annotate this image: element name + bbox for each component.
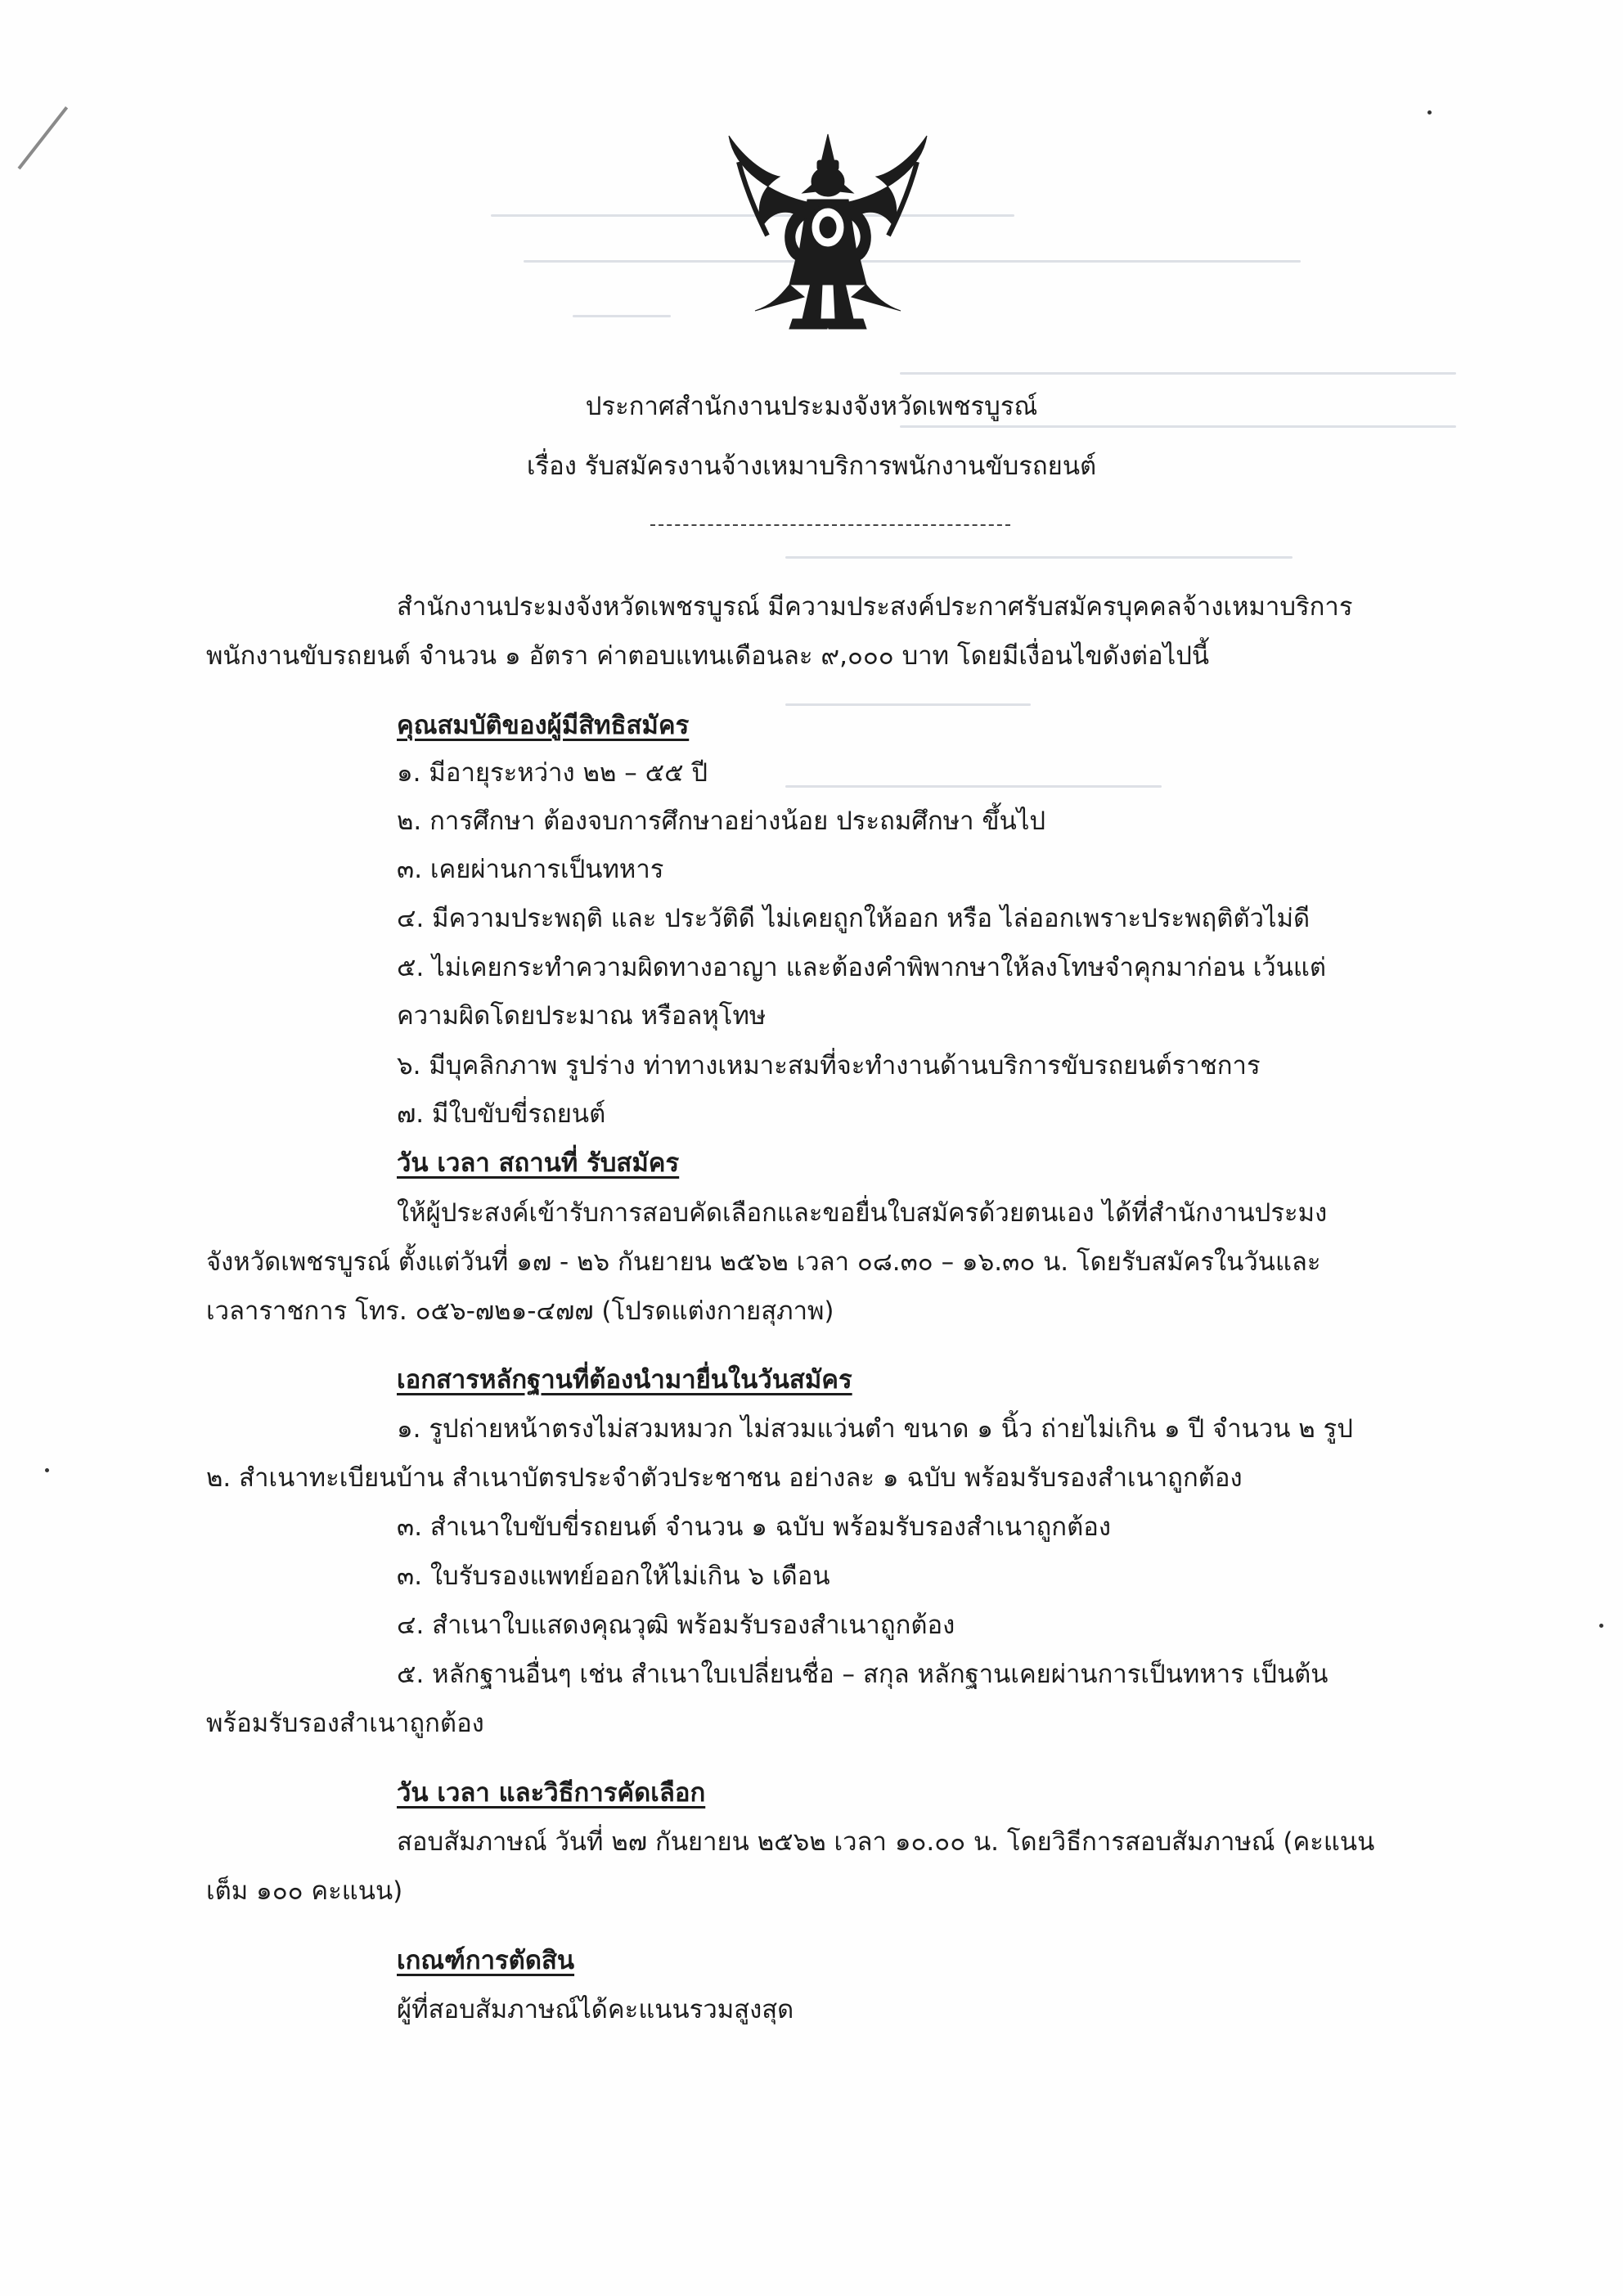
speck [45, 1468, 49, 1472]
speck [1427, 110, 1432, 115]
document-item: ๔. สำเนาใบแสดงคุณวุฒิ พร้อมรับรองสำเนาถูกต้อง [397, 1611, 955, 1640]
qualification-item: ๗. มีใบขับขี่รถยนต์ [397, 1099, 606, 1129]
criteria-heading: เกณฑ์การตัดสิน [397, 1946, 575, 1975]
show-through-mark [785, 556, 1293, 559]
document-item: ๓. สำเนาใบขับขี่รถยนต์ จำนวน ๑ ฉบับ พร้อมรับรองสำเนาถูกต้อง [397, 1512, 1111, 1542]
document-item: ๓. ใบรับรองแพทย์ออกให้ไม่เกิน ๖ เดือน [397, 1561, 830, 1591]
show-through-mark [900, 372, 1456, 375]
title-divider [650, 524, 1010, 526]
documents-heading: เอกสารหลักฐานที่ต้องนำมายื่นในวันสมัคร [397, 1365, 852, 1395]
application-line-3: เวลาราชการ โทร. ๐๕๖-๗๒๑-๔๗๗ (โปรดแต่งกายสุภาพ) [206, 1296, 834, 1326]
document-item: ๑. รูปถ่ายหน้าตรงไม่สวมหมวก ไม่สวมแว่นตำ ขนาด ๑ นิ้ว ถ่ายไม่เกิน ๑ ปี จำนวน ๒ รูป [397, 1414, 1353, 1444]
show-through-mark [573, 315, 671, 317]
intro-line-2: พนักงานขับรถยนต์ จำนวน ๑ อัตรา ค่าตอบแทนเดือนละ ๙,๐๐๐ บาท โดยมีเงื่อนไขดังต่อไปนี้ [206, 641, 1210, 671]
selection-line-2: เต็ม ๑๐๐ คะแนน) [206, 1876, 403, 1906]
criteria-line: ผู้ที่สอบสัมภาษณ์ได้คะแนนรวมสูงสุด [397, 1995, 794, 2024]
qualification-item: ๕. ไม่เคยกระทำความผิดทางอาญา และต้องคำพิพากษาให้ลงโทษจำคุกมาก่อน เว้นแต่ [397, 953, 1326, 982]
document-item: ๕. หลักฐานอื่นๆ เช่น สำเนาใบเปลี่ยนชื่อ – สกุล หลักฐานเคยผ่านการเป็นทหาร เป็นต้น [397, 1660, 1329, 1689]
qualification-item-continued: ความผิดโดยประมาณ หรือลหุโทษ [397, 1001, 767, 1031]
garuda-emblem-icon [722, 129, 933, 334]
application-line-2: จังหวัดเพชรบูรณ์ ตั้งแต่วันที่ ๑๗ - ๒๖ กันยายน ๒๕๖๒ เวลา ๐๘.๓๐ – ๑๖.๓๐ น. โดยรับสมัครในวันและ [206, 1247, 1321, 1277]
announcement-title: ประกาศสำนักงานประมงจังหวัดเพชรบูรณ์ [585, 392, 1038, 421]
application-line-1: ให้ผู้ประสงค์เข้ารับการสอบคัดเลือกและขอยื่นใบสมัครด้วยตนเอง ได้ที่สำนักงานประมง [397, 1198, 1328, 1228]
show-through-mark [785, 703, 1031, 706]
show-through-mark [900, 425, 1456, 428]
qualification-item: ๒. การศึกษา ต้องจบการศึกษาอย่างน้อย ประถมศึกษา ขึ้นไป [397, 807, 1046, 836]
qualification-item: ๓. เคยผ่านการเป็นทหาร [397, 855, 664, 884]
show-through-mark [785, 785, 1162, 788]
qualifications-heading: คุณสมบัติของผู้มีสิทธิสมัคร [397, 711, 690, 740]
qualification-item: ๑. มีอายุระหว่าง ๒๒ – ๕๕ ปี [397, 758, 708, 788]
qualification-item: ๖. มีบุคลิกภาพ รูปร่าง ท่าทางเหมาะสมที่จะทำงานด้านบริการขับรถยนต์ราชการ [397, 1051, 1261, 1081]
application-heading: วัน เวลา สถานที่ รับสมัคร [397, 1148, 680, 1178]
qualification-item: ๔. มีความประพฤติ และ ประวัติดี ไม่เคยถูกให้ออก หรือ ไล่ออกเพราะประพฤติตัวไม่ดี [397, 904, 1311, 933]
document-item-continued: พร้อมรับรองสำเนาถูกต้อง [206, 1709, 484, 1738]
speck [1599, 1624, 1603, 1628]
pen-stroke-mark [18, 106, 69, 169]
intro-line-1: สำนักงานประมงจังหวัดเพชรบูรณ์ มีความประสงค์ประกาศรับสมัครบุคคลจ้างเหมาบริการ [397, 592, 1353, 622]
announcement-subject: เรื่อง รับสมัครงานจ้างเหมาบริการพนักงานขับรถยนต์ [526, 452, 1097, 481]
selection-heading: วัน เวลา และวิธีการคัดเลือก [397, 1778, 706, 1808]
document-item: ๒. สำเนาทะเบียนบ้าน สำเนาบัตรประจำตัวประชาชน อย่างละ ๑ ฉบับ พร้อมรับรองสำเนาถูกต้อง [206, 1463, 1243, 1493]
selection-line-1: สอบสัมภาษณ์ วันที่ ๒๗ กันยายน ๒๕๖๒ เวลา ๑๐.๐๐ น. โดยวิธีการสอบสัมภาษณ์ (คะแนน [397, 1827, 1375, 1857]
